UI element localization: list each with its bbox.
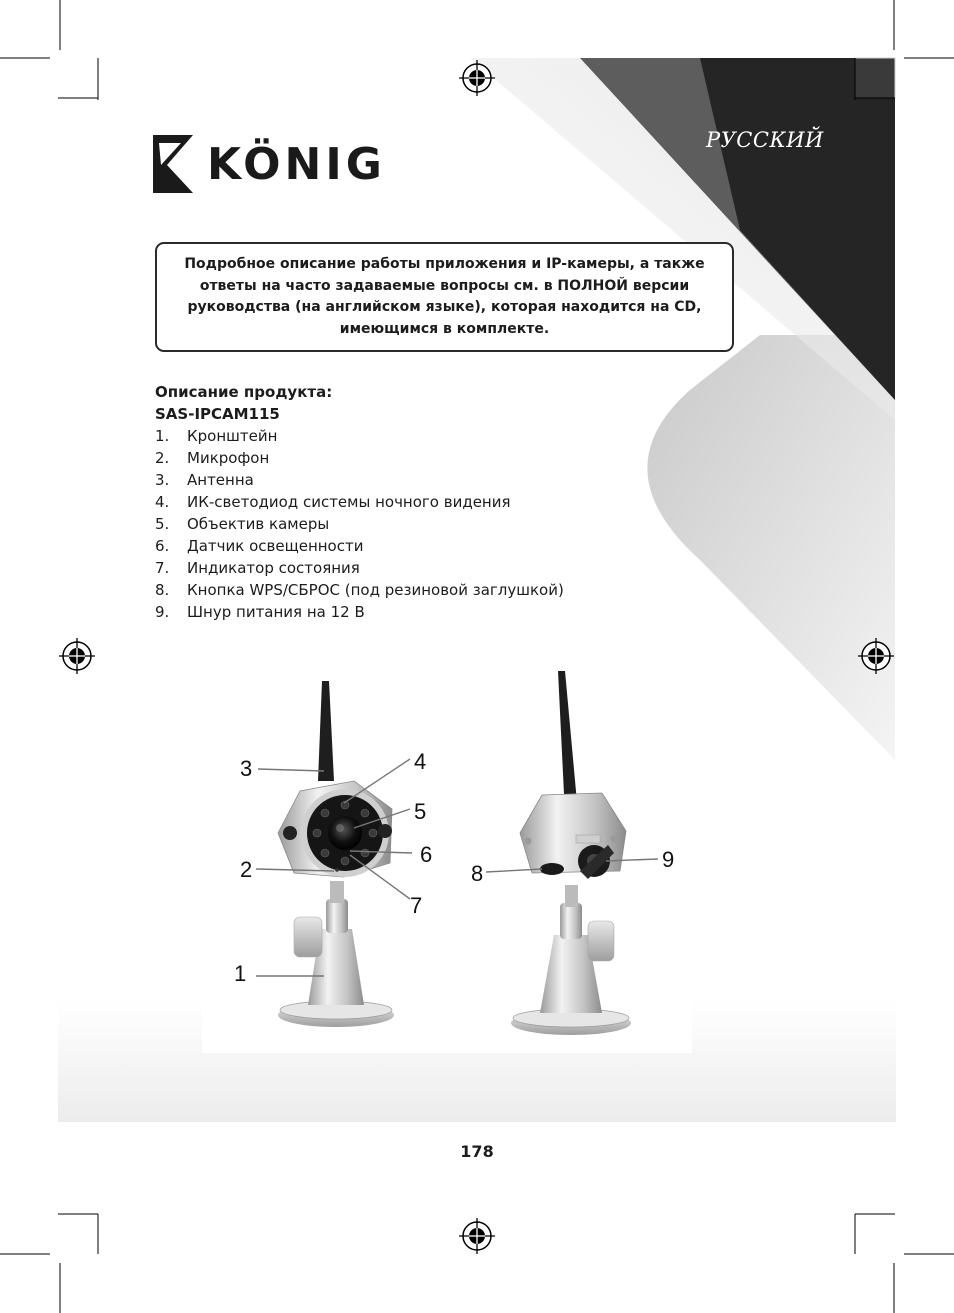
callout-8: 8	[471, 861, 484, 886]
parts-list	[155, 425, 675, 623]
k-mark-icon	[153, 135, 205, 195]
callout-9: 9	[662, 847, 675, 872]
item-label: Шнур питания на 12 В	[187, 603, 365, 621]
notice-box	[155, 242, 734, 352]
item-label: Индикатор состояния	[187, 559, 360, 577]
callout-1: 1	[234, 961, 247, 986]
corner-tab	[855, 58, 895, 98]
item-number: 8.	[155, 581, 170, 599]
item-label: Кронштейн	[187, 427, 278, 445]
list-item	[155, 491, 675, 513]
camera-illustration	[202, 663, 692, 1053]
product-heading: Описание продукта:	[155, 383, 333, 401]
list-item	[155, 447, 675, 469]
brand-logo	[153, 135, 386, 195]
callout-3: 3	[240, 756, 253, 781]
item-number: 6.	[155, 537, 170, 555]
registration-mark-bottom	[459, 1218, 495, 1254]
language-label: РУССКИЙ	[706, 128, 824, 152]
item-label: Кнопка WPS/СБРОС (под резиновой заглушкой)	[187, 581, 564, 599]
product-description	[155, 381, 675, 623]
notice-text: Подробное описание работы приложения и IP-камеры, а также ответы на часто задаваемые вопросы см. в ПОЛНОЙ версии руководства (на английском языке), которая находится на CD, имеющимся в комплекте.	[184, 256, 705, 337]
item-number: 1.	[155, 427, 170, 445]
list-item	[155, 601, 675, 623]
item-number: 9.	[155, 603, 170, 621]
callout-4: 4	[414, 749, 427, 774]
list-item	[155, 535, 675, 557]
list-item	[155, 425, 675, 447]
item-number: 4.	[155, 493, 170, 511]
product-figure	[202, 663, 692, 1053]
list-item	[155, 513, 675, 535]
item-label: Датчик освещенности	[187, 537, 364, 555]
callout-7: 7	[410, 893, 423, 918]
item-number: 5.	[155, 515, 170, 533]
page-number: 178	[460, 1142, 494, 1161]
item-number: 7.	[155, 559, 170, 577]
item-label: Антенна	[187, 471, 254, 489]
brand-wordmark: KÖNIG	[207, 139, 386, 190]
item-number: 2.	[155, 449, 170, 467]
item-label: Объектив камеры	[187, 515, 330, 533]
list-item	[155, 557, 675, 579]
callout-5: 5	[414, 799, 427, 824]
item-number: 3.	[155, 471, 170, 489]
registration-mark-left	[59, 638, 95, 674]
item-label: Микрофон	[187, 449, 270, 467]
list-item	[155, 579, 675, 601]
callout-2: 2	[240, 857, 253, 882]
item-label: ИК-светодиод системы ночного видения	[187, 493, 511, 511]
list-item	[155, 469, 675, 491]
callout-6: 6	[420, 842, 433, 867]
product-model: SAS-IPCAM115	[155, 405, 280, 423]
